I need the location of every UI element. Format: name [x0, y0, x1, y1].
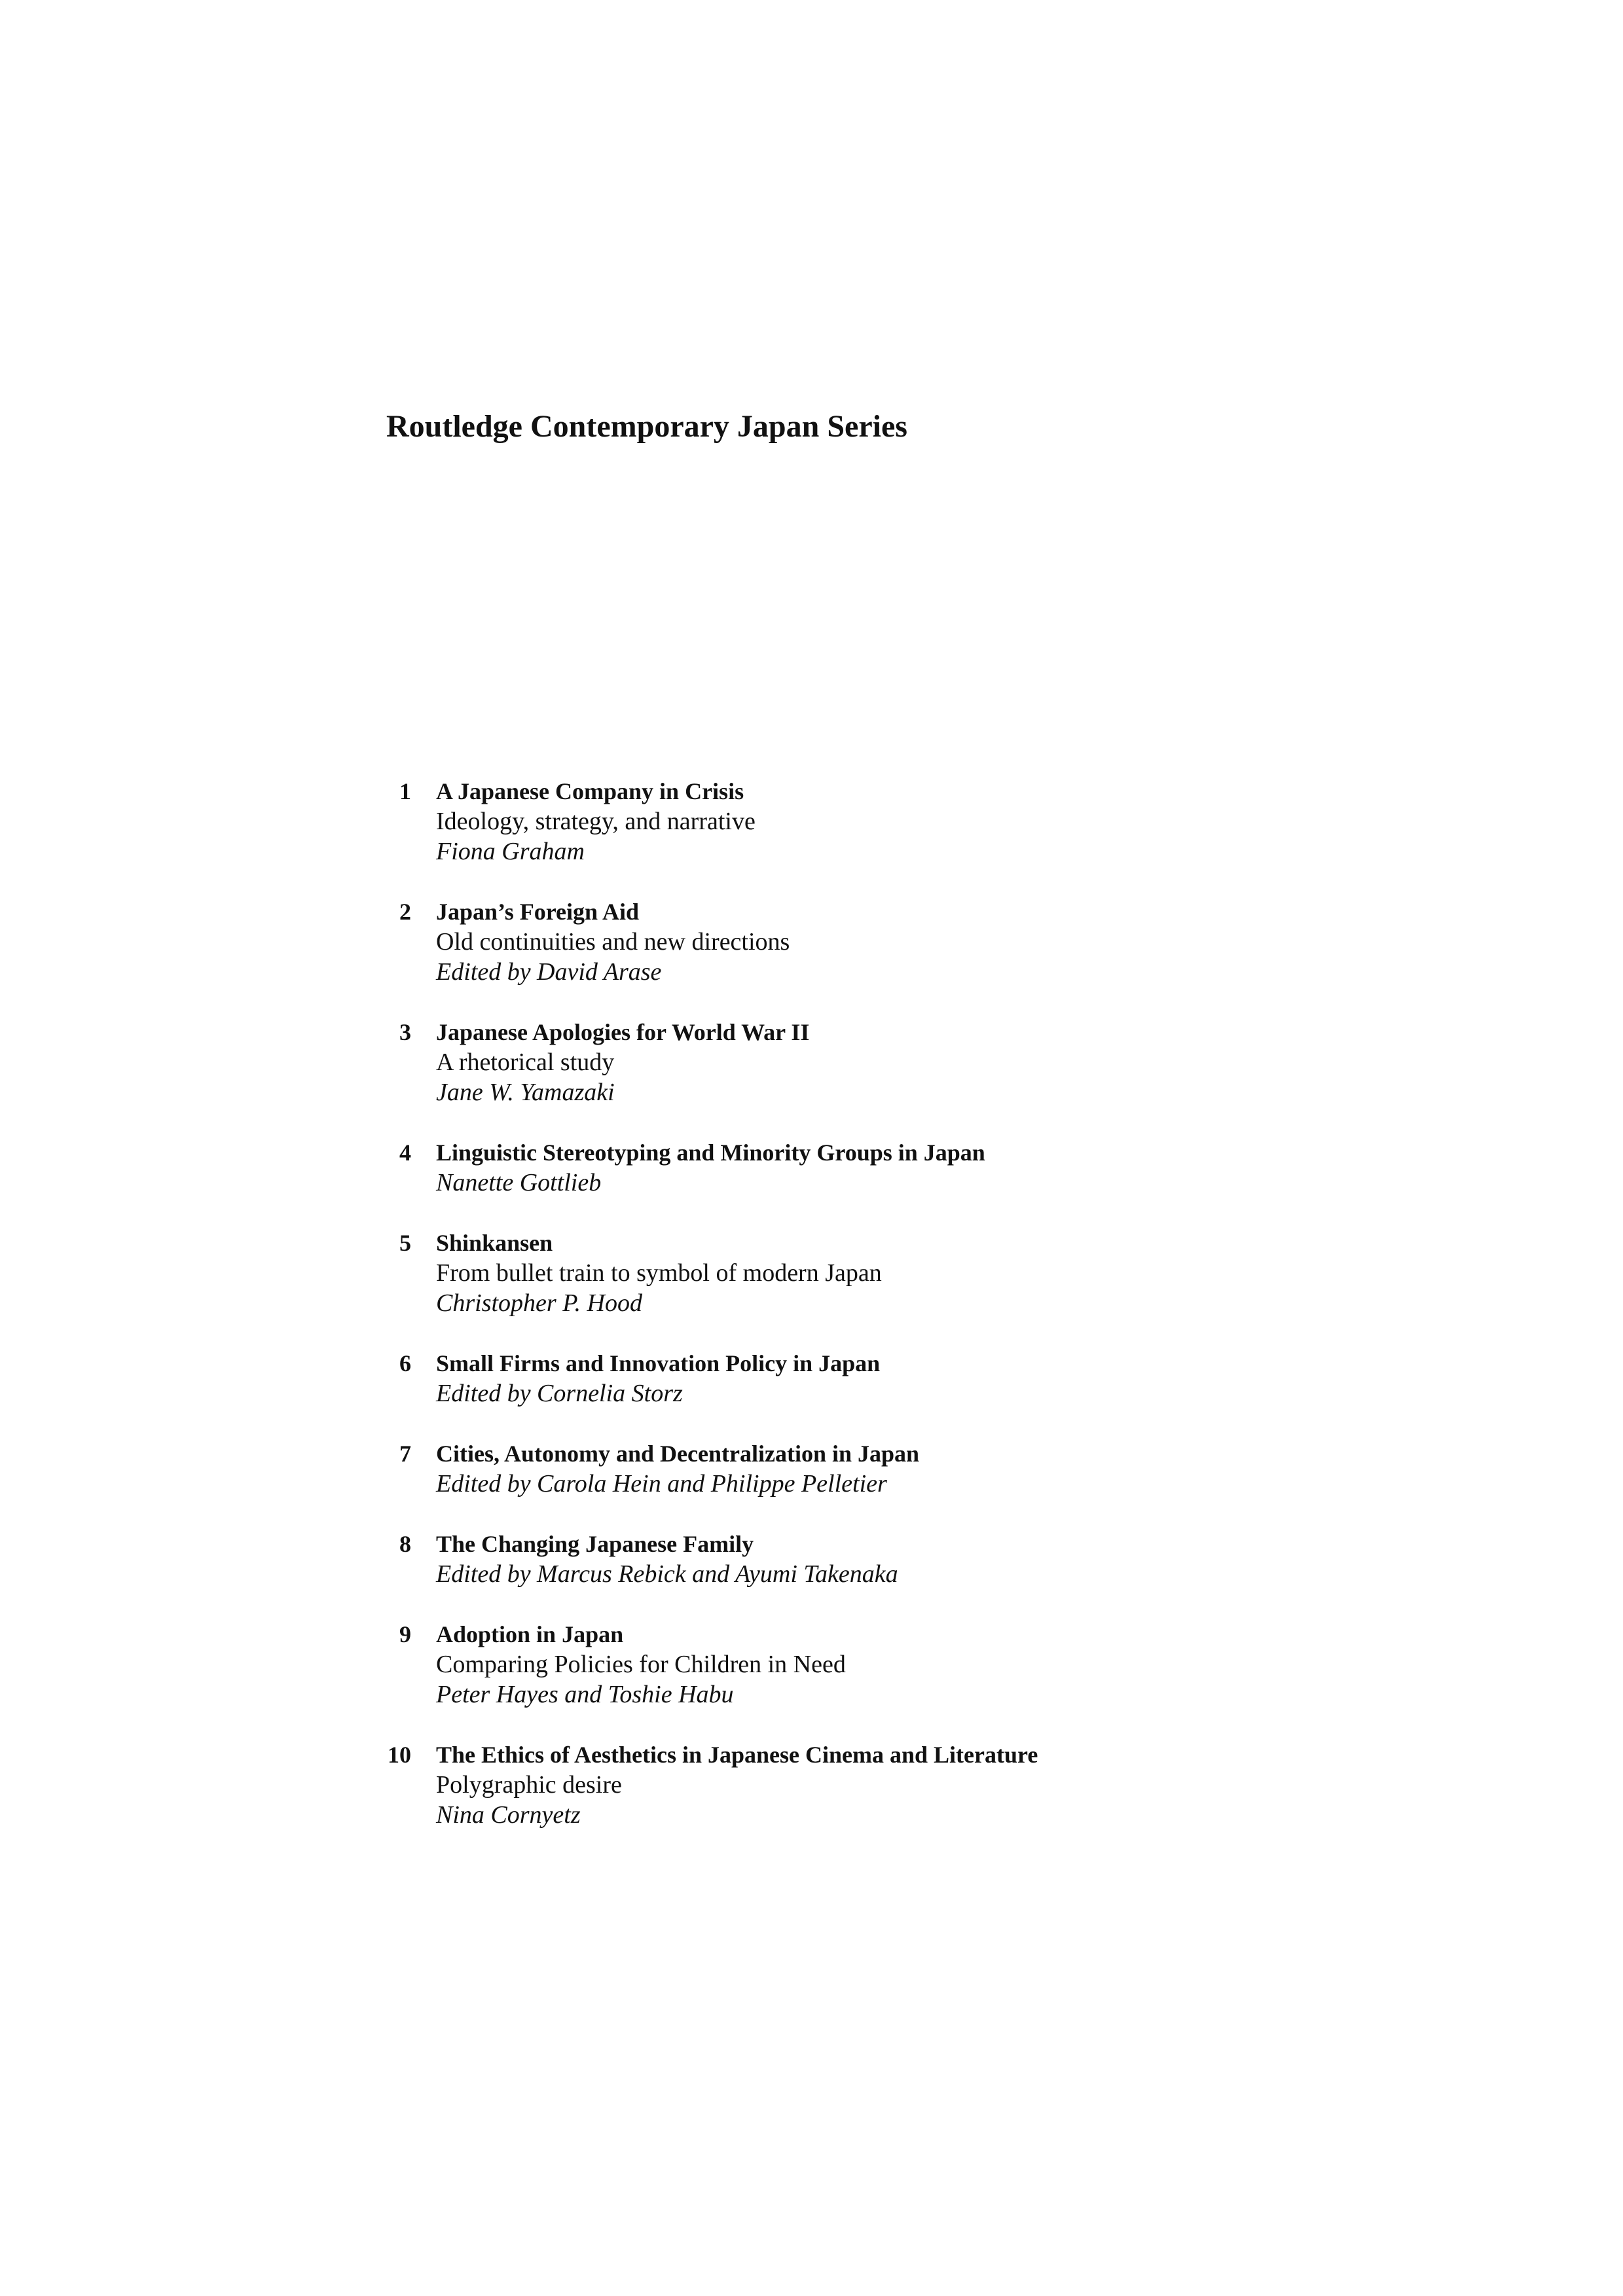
book-title: Shinkansen [436, 1230, 553, 1256]
book-title: Linguistic Stereotyping and Minority Groups in Japan [436, 1139, 985, 1166]
book-title: Small Firms and Innovation Policy in Japan [436, 1350, 881, 1376]
book-number: 5 [399, 1230, 411, 1256]
book-subtitle: From bullet train to symbol of modern Japan [436, 1259, 882, 1287]
list-item [367, 1017, 1545, 1107]
book-number: 1 [399, 778, 411, 804]
book-author: Nina Cornyetz [436, 1801, 581, 1829]
book-author: Fiona Graham [436, 838, 585, 865]
book-title: The Changing Japanese Family [436, 1531, 754, 1557]
book-author: Christopher P. Hood [436, 1289, 642, 1317]
book-title: Japan’s Foreign Aid [436, 899, 640, 925]
book-author: Jane W. Yamazaki [436, 1079, 615, 1106]
book-number: 2 [399, 899, 411, 925]
book-author: Peter Hayes and Toshie Habu [436, 1681, 734, 1708]
list-item [367, 776, 1545, 867]
list-item [367, 1348, 1545, 1408]
list-item [367, 1619, 1545, 1710]
list-item [367, 1138, 1545, 1198]
book-title: A Japanese Company in Crisis [436, 778, 744, 804]
book-subtitle: Ideology, strategy, and narrative [436, 808, 756, 835]
book-number: 8 [399, 1531, 411, 1557]
book-author: Nanette Gottlieb [436, 1169, 602, 1196]
book-subtitle: Polygraphic desire [436, 1771, 622, 1799]
list-item [367, 1529, 1545, 1589]
book-number: 7 [399, 1441, 411, 1467]
book-number: 4 [399, 1139, 411, 1166]
list-item [367, 1439, 1545, 1499]
book-title: The Ethics of Aesthetics in Japanese Cinema and Literature [436, 1742, 1038, 1768]
book-author: Edited by Cornelia Storz [436, 1380, 683, 1407]
book-title: Cities, Autonomy and Decentralization in Japan [436, 1441, 920, 1467]
book-number: 9 [399, 1621, 411, 1647]
book-subtitle: A rhetorical study [436, 1049, 615, 1076]
book-number: 6 [399, 1350, 411, 1376]
list-item [367, 1228, 1545, 1318]
book-author: Edited by Carola Hein and Philippe Pelletier [436, 1470, 887, 1498]
book-list [367, 776, 1545, 1860]
book-title: Japanese Apologies for World War II [436, 1019, 810, 1045]
series-title: Routledge Contemporary Japan Series [386, 409, 907, 444]
book-author: Edited by Marcus Rebick and Ayumi Takenaka [436, 1560, 898, 1588]
book-author: Edited by David Arase [436, 958, 662, 986]
book-subtitle: Old continuities and new directions [436, 928, 790, 956]
book-title: Adoption in Japan [436, 1621, 624, 1647]
book-number: 10 [388, 1742, 411, 1768]
list-item [367, 897, 1545, 987]
book-subtitle: Comparing Policies for Children in Need [436, 1651, 846, 1678]
book-number: 3 [399, 1019, 411, 1045]
list-item [367, 1740, 1545, 1830]
